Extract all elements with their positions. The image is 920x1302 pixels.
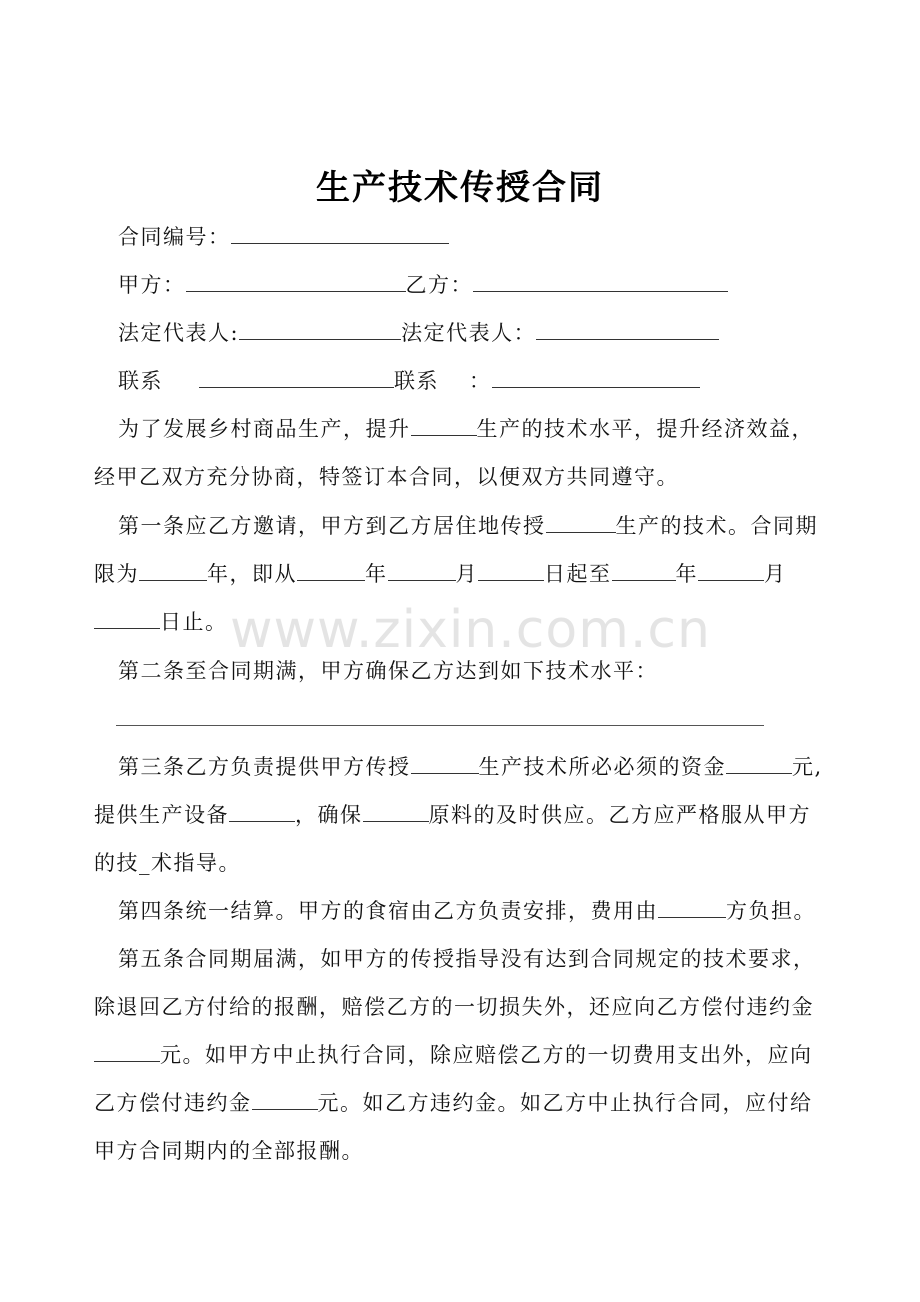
- art5-text-4b: 元。如乙方违约金。如乙方中止执行合同，应付给: [317, 1091, 813, 1115]
- art4-text-1b: 方负担。: [726, 899, 816, 923]
- intro-line-1: [118, 414, 814, 444]
- article-5-line-2: 除退回乙方付给的报酬，赔偿乙方的一切损失外，还应向乙方偿付违约金: [94, 995, 814, 1019]
- art5-text-4a: 乙方偿付违约金: [94, 1091, 252, 1115]
- article-3-line-1: [118, 752, 823, 782]
- contact-row: [118, 366, 700, 396]
- art1-blank-start-month[interactable]: [388, 560, 456, 581]
- party-a-label: 甲方：: [118, 273, 186, 297]
- art3-blank-equipment[interactable]: [229, 801, 295, 822]
- art1-blank-product[interactable]: [546, 512, 616, 533]
- art1-text-2g: 月: [764, 562, 787, 586]
- contract-number-blank[interactable]: [231, 223, 449, 244]
- contact-b-colon: ：: [469, 369, 492, 393]
- art5-text-3: 元。如甲方中止执行合同，除应赔偿乙方的一切费用支出外，应向: [160, 1043, 813, 1067]
- art3-blank-material[interactable]: [363, 801, 429, 822]
- article-3-line-2: [94, 800, 811, 830]
- art3-text-2c: 原料的及时供应。乙方应严格服从甲方: [428, 803, 811, 827]
- art1-text-2a: 限为: [94, 562, 139, 586]
- party-b-blank[interactable]: [473, 271, 728, 292]
- art1-blank-end-month[interactable]: [698, 560, 764, 581]
- art1-blank-start-year[interactable]: [297, 560, 365, 581]
- intro-text-1a: 为了发展乡村商品生产，提升: [118, 417, 411, 441]
- article-5-line-1: 第五条合同期届满，如甲方的传授指导没有达到合同规定的技术要求，: [118, 947, 816, 971]
- art1-text-3: 日止。: [160, 610, 228, 634]
- article-5-line-4: [94, 1088, 813, 1118]
- article-4-line-1: [118, 896, 816, 926]
- art1-text-2c: 年: [365, 562, 388, 586]
- art3-blank-funds[interactable]: [726, 753, 792, 774]
- art1-text-2b: 年，即从: [207, 562, 297, 586]
- party-b-label: 乙方：: [405, 273, 473, 297]
- art1-text-2f: 年: [675, 562, 698, 586]
- art3-text-1c: 元,: [792, 755, 823, 779]
- article-1-line-2: [94, 559, 787, 589]
- article-1-line-1: [118, 511, 818, 541]
- document-title: 生产技术传授合同: [316, 168, 604, 208]
- art3-text-2a: 提供生产设备: [94, 803, 229, 827]
- art5-blank-penalty-b[interactable]: [252, 1089, 318, 1110]
- contract-number-label: 合同编号：: [118, 225, 231, 249]
- legal-rep-a-blank[interactable]: [239, 319, 401, 340]
- art1-text-1a: 第一条应乙方邀请，甲方到乙方居住地传授: [118, 514, 546, 538]
- art1-blank-end-day[interactable]: [94, 608, 160, 629]
- art4-blank-party[interactable]: [658, 897, 726, 918]
- article-5-line-3: [94, 1040, 813, 1070]
- art3-text-1b: 生产技术所必必须的资金: [478, 755, 726, 779]
- legal-rep-a-label: 法定代表人:: [118, 321, 240, 345]
- article-2-line-1: 第二条至合同期满，甲方确保乙方达到如下技术水平：: [118, 659, 658, 683]
- article-1-line-3: [94, 607, 228, 637]
- legal-rep-b-label: 法定代表人：: [401, 321, 537, 345]
- art1-text-2e: 日起至: [544, 562, 612, 586]
- art1-blank-start-day[interactable]: [478, 560, 544, 581]
- technical-level-blank-line[interactable]: [116, 725, 764, 726]
- watermark: www.zixin.com.cn: [230, 600, 711, 660]
- art1-text-2d: 月: [455, 562, 478, 586]
- contact-a-blank[interactable]: [199, 367, 394, 388]
- art3-text-1a: 第三条乙方负责提供甲方传授: [118, 755, 411, 779]
- contact-b-blank[interactable]: [492, 367, 700, 388]
- intro-blank-product[interactable]: [411, 415, 477, 436]
- parties-row: [118, 270, 728, 300]
- contract-number-row: [118, 222, 449, 252]
- contact-b-label: 联系: [394, 369, 439, 393]
- article-3-line-3: 的技_术指导。: [94, 851, 241, 875]
- article-5-line-5: 甲方合同期内的全部报酬。: [94, 1139, 364, 1163]
- intro-text-1b: 生产的技术水平，提升经济效益，: [476, 417, 814, 441]
- party-a-blank[interactable]: [186, 271, 406, 292]
- contact-a-label: 联系: [118, 369, 163, 393]
- legal-rep-b-blank[interactable]: [536, 319, 719, 340]
- art3-blank-product[interactable]: [411, 753, 479, 774]
- art4-text-1a: 第四条统一结算。甲方的食宿由乙方负责安排，费用由: [118, 899, 658, 923]
- art1-blank-years[interactable]: [139, 560, 207, 581]
- legal-rep-row: [118, 318, 719, 348]
- art3-text-2b: ，确保: [295, 803, 363, 827]
- art1-text-1b: 生产的技术。合同期: [615, 514, 818, 538]
- intro-line-2: 经甲乙双方充分协商，特签订本合同，以便双方共同遵守。: [94, 465, 679, 489]
- art5-blank-penalty-a[interactable]: [94, 1041, 160, 1062]
- art1-blank-end-year[interactable]: [612, 560, 676, 581]
